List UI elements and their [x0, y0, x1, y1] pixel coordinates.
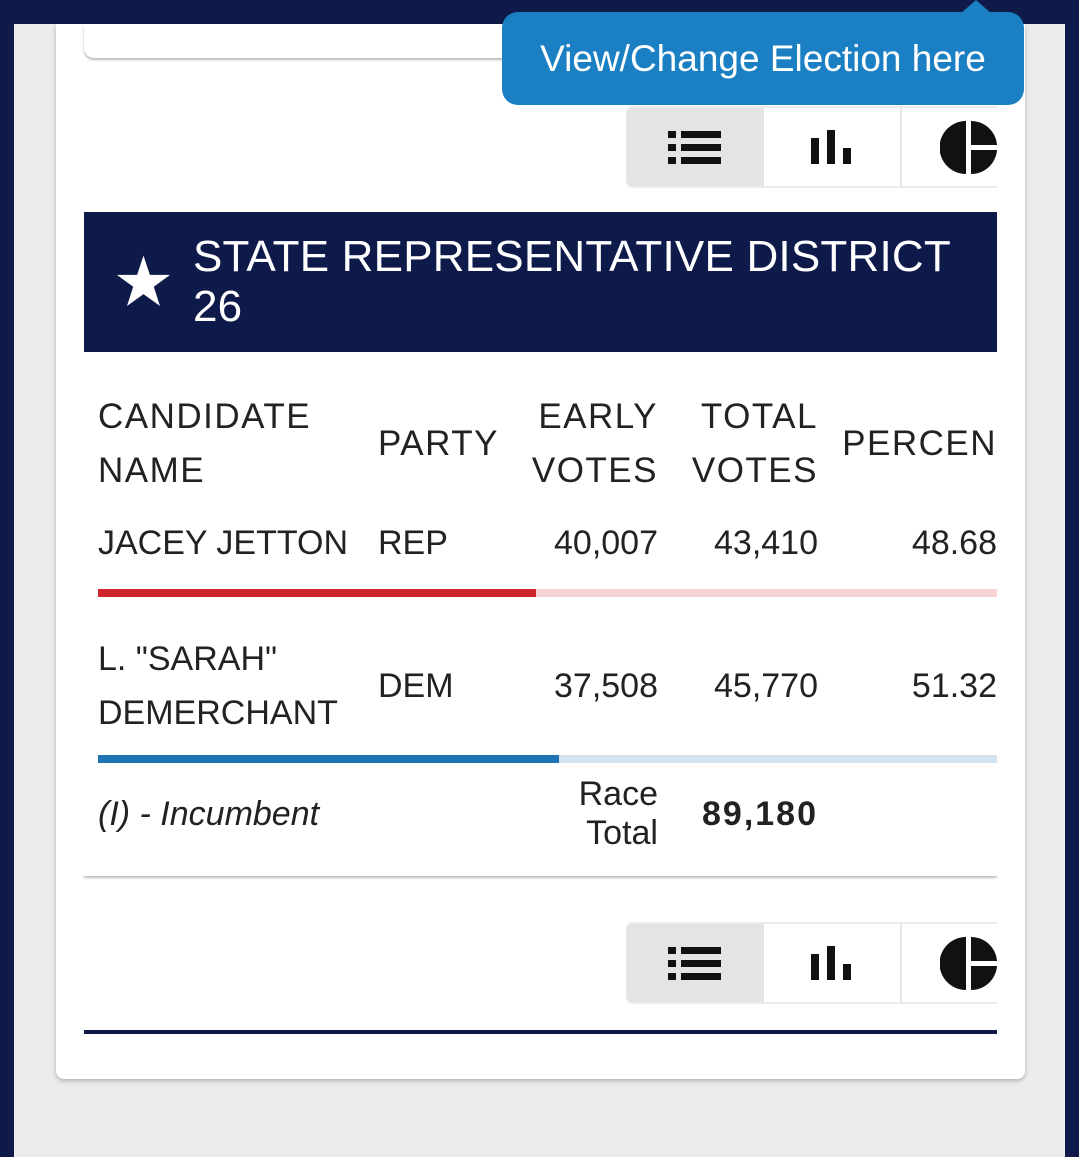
table-header-row: [98, 390, 997, 498]
section-divider: [84, 1030, 997, 1034]
candidate-name: L. "SARAH" DEMERCHANT: [98, 640, 338, 732]
total-votes: 43,410: [714, 523, 818, 562]
list-icon: [668, 131, 721, 164]
race-card-bottom-edge: [84, 872, 997, 876]
bar-chart-icon: [811, 130, 853, 164]
candidate-party: REP: [378, 523, 448, 562]
table-footer-row: [98, 764, 997, 864]
pie-chart-icon: [940, 935, 997, 992]
vote-share-bar: [98, 755, 997, 763]
vote-share-fill: [98, 755, 559, 763]
header-percent[interactable]: PERCEN: [842, 424, 997, 463]
tooltip-text: View/Change Election here: [540, 37, 986, 79]
list-view-button[interactable]: [626, 922, 764, 1004]
header-early-votes[interactable]: EARLY VOTES: [531, 397, 658, 490]
header-candidate-name[interactable]: CANDIDATE NAME: [98, 397, 312, 490]
change-election-tooltip[interactable]: [502, 12, 1024, 105]
race-title: STATE REPRESENTATIVE DISTRICT 26: [192, 232, 951, 331]
pie-chart-view-button[interactable]: [902, 106, 997, 188]
star-icon: [116, 255, 171, 309]
list-icon: [668, 947, 721, 980]
candidate-name: JACEY JETTON: [98, 523, 349, 562]
bar-chart-icon: [811, 946, 853, 980]
pie-chart-view-button[interactable]: [902, 922, 997, 1004]
table-row: [98, 498, 997, 588]
incumbent-note: (I) - Incumbent: [98, 794, 320, 833]
race-total-value: 89,180: [702, 794, 818, 833]
view-toggle-top: [626, 106, 997, 188]
table-row: [98, 618, 997, 754]
header-party[interactable]: PARTY: [378, 424, 499, 463]
vote-share-track: [559, 755, 997, 763]
bar-chart-view-button[interactable]: [764, 922, 902, 1004]
vote-share-bar-row: [98, 754, 997, 764]
race-total-label: Race Total: [578, 775, 658, 852]
early-votes: 40,007: [554, 523, 658, 562]
pie-chart-icon: [940, 119, 997, 176]
view-toggle-bottom: [626, 922, 997, 1004]
race-header: [84, 212, 997, 352]
results-table: [98, 390, 997, 864]
total-votes: 45,770: [714, 667, 818, 705]
candidate-party: DEM: [378, 667, 454, 705]
vote-share-bar-row: [98, 588, 997, 598]
bar-chart-view-button[interactable]: [764, 106, 902, 188]
vote-share-bar: [98, 589, 997, 597]
vote-share-fill: [98, 589, 536, 597]
vote-share-track: [536, 589, 997, 597]
early-votes: 37,508: [554, 667, 658, 705]
vote-percent: 51.32: [911, 667, 997, 705]
vote-percent: 48.68: [911, 523, 997, 562]
list-view-button[interactable]: [626, 106, 764, 188]
header-total-votes[interactable]: TOTAL VOTES: [691, 397, 818, 490]
